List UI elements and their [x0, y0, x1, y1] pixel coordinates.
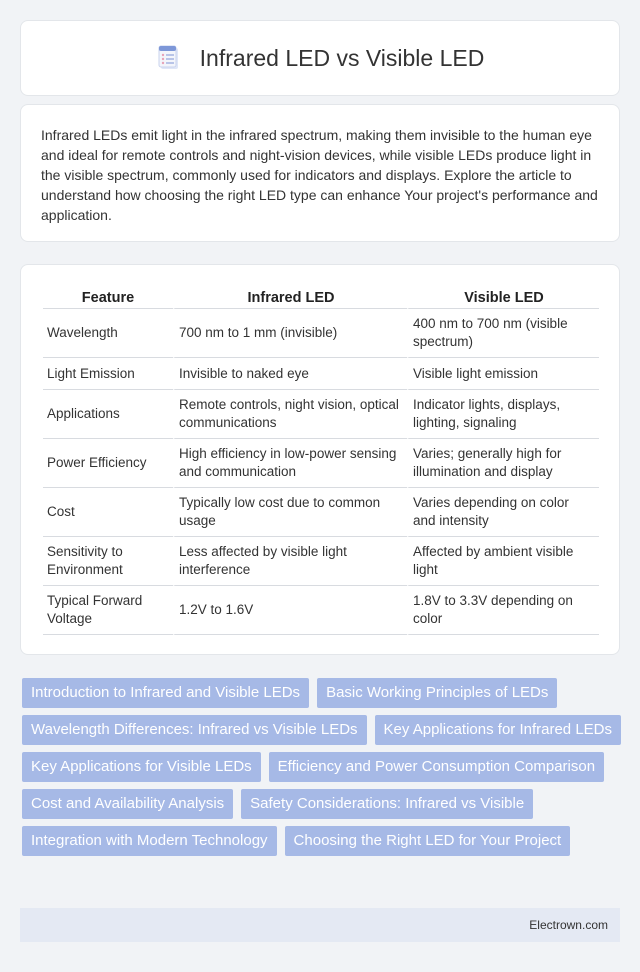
table-cell: Visible light emission	[407, 358, 599, 390]
table-cell: Wavelength	[43, 309, 173, 358]
intro-paragraph: Infrared LEDs emit light in the infrared spectrum, making them invisible to the human eye and ideal for remote controls and night-vision devices, while visible LEDs produce light in the visible spectrum, commonly used for indicators and displays. Explore the article to understand how choosing the right LED type can enhance Your project's performance and application.	[41, 127, 598, 223]
table-row	[43, 488, 599, 537]
table-cell: Typically low cost due to common usage	[173, 488, 407, 537]
document-icon	[156, 45, 182, 71]
tag-link-wavelength[interactable]: Wavelength Differences: Infrared vs Visible LEDs	[22, 715, 367, 745]
table-cell: Remote controls, night vision, optical communications	[173, 390, 407, 439]
table-cell: Invisible to naked eye	[173, 358, 407, 390]
table-cell: 1.8V to 3.3V depending on color	[407, 586, 599, 635]
table-row	[43, 358, 599, 390]
footer	[20, 908, 620, 942]
table-row	[43, 309, 599, 358]
header-feature: Feature	[43, 283, 173, 309]
table-cell: Light Emission	[43, 358, 173, 390]
table-header-row	[43, 283, 599, 309]
tag-link-safety[interactable]: Safety Considerations: Infrared vs Visible	[241, 789, 533, 819]
topic-tags	[22, 678, 622, 856]
tag-link-choosing[interactable]: Choosing the Right LED for Your Project	[285, 826, 571, 856]
tag-link-efficiency[interactable]: Efficiency and Power Consumption Comparison	[269, 752, 604, 782]
tag-link-working-principles[interactable]: Basic Working Principles of LEDs	[317, 678, 557, 708]
table-cell: Varies; generally high for illumination and display	[407, 439, 599, 488]
table-cell: Sensitivity to Environment	[43, 537, 173, 586]
tag-link-intro[interactable]: Introduction to Infrared and Visible LEDs	[22, 678, 309, 708]
table-cell: Applications	[43, 390, 173, 439]
tag-link-integration[interactable]: Integration with Modern Technology	[22, 826, 277, 856]
tag-link-cost[interactable]: Cost and Availability Analysis	[22, 789, 233, 819]
comparison-table-card	[20, 264, 620, 655]
table-row	[43, 390, 599, 439]
page-title: Infrared LED vs Visible LED	[199, 44, 485, 71]
table-cell: High efficiency in low-power sensing and communication	[173, 439, 407, 488]
table-row	[43, 439, 599, 488]
table-cell: Less affected by visible light interference	[173, 537, 407, 586]
table-cell: Indicator lights, displays, lighting, signaling	[407, 390, 599, 439]
table-cell: Power Efficiency	[43, 439, 173, 488]
table-cell: Varies depending on color and intensity	[407, 488, 599, 537]
table-row	[43, 586, 599, 635]
title-card	[20, 20, 620, 96]
footer-site-name: Electrown.com	[529, 918, 608, 932]
header-infrared: Infrared LED	[173, 283, 407, 309]
table-cell: 400 nm to 700 nm (visible spectrum)	[407, 309, 599, 358]
table-cell: Typical Forward Voltage	[43, 586, 173, 635]
comparison-table	[43, 283, 599, 635]
tag-link-visible-applications[interactable]: Key Applications for Visible LEDs	[22, 752, 261, 782]
header-visible: Visible LED	[407, 283, 599, 309]
table-cell: Affected by ambient visible light	[407, 537, 599, 586]
table-cell: 1.2V to 1.6V	[173, 586, 407, 635]
table-cell: 700 nm to 1 mm (invisible)	[173, 309, 407, 358]
table-row	[43, 537, 599, 586]
intro-card	[20, 104, 620, 242]
tag-link-infrared-applications[interactable]: Key Applications for Infrared LEDs	[375, 715, 621, 745]
table-cell: Cost	[43, 488, 173, 537]
